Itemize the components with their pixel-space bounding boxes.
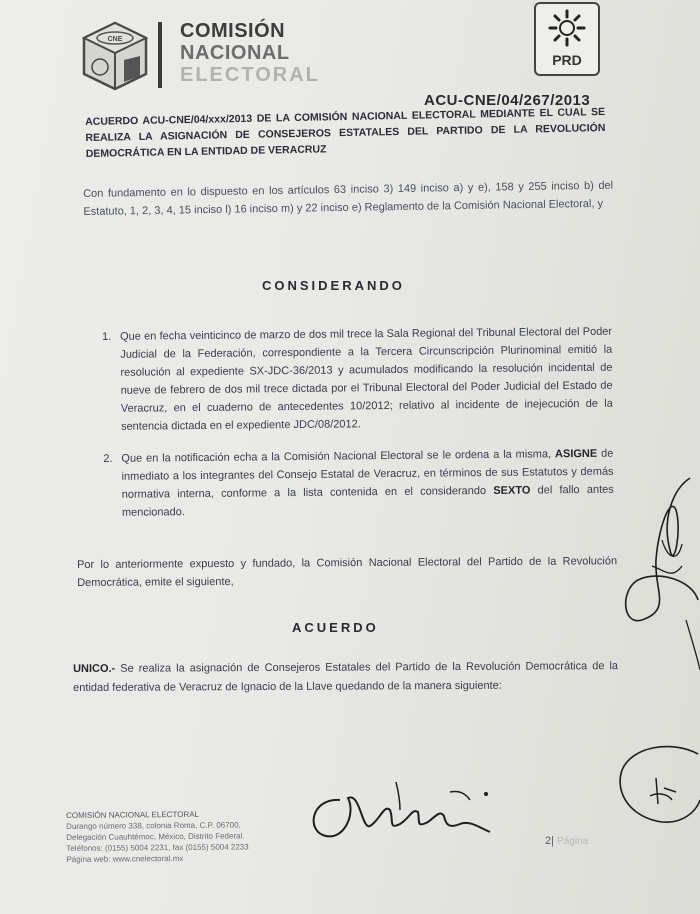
emphasis-asigne: ASIGNE (554, 447, 598, 461)
signature-initials (612, 740, 700, 830)
unico-label: UNICO.- (73, 662, 116, 675)
footer-web: Página web: www.cnelectoral.mx (66, 853, 184, 864)
org-name-line1: COMISIÓN (180, 20, 286, 42)
footer-phones: Teléfonos: (0155) 5004 2231, fax (0155) 5004 2233 (66, 842, 249, 853)
cne-logo (80, 20, 150, 92)
org-name-line3: ELECTORAL (180, 64, 320, 86)
conclusion-paragraph: Por lo anteriormente expuesto y fundado, la Comisión Nacional Electoral del Partido de la Revolución Democrática, emite el siguiente, (77, 555, 618, 589)
document-title: ACUERDO ACU-CNE/04/xxx/2013 DE LA COMISIÓN NACIONAL ELECTORAL MEDIANTE EL CUAL SE REALIZA LA ASIGNACIÓN DE CONSEJEROS ESTATALES DEL PARTIDO DE LA REVOLUCIÓN DEMOCRÁTICA EN LA ENTIDAD DE VERACRUZ (85, 106, 606, 160)
unico-text: Se realiza la asignación de Consejeros Estatales del Partido de la Revolución Democrática de la entidad federativa de Veracruz de Ignacio de la Llave quedando de la manera siguiente: (73, 660, 619, 694)
list-item (103, 445, 614, 522)
list-item (102, 323, 613, 436)
emphasis-sexto: SEXTO (493, 484, 531, 497)
acuerdo-heading: ACUERDO (292, 620, 379, 635)
list-item-number: 1. (102, 330, 112, 343)
list-item-text-part: del fallo antes mencionado. (121, 483, 614, 519)
logo-divider (158, 22, 162, 88)
org-name (180, 20, 320, 86)
page-number-value: 2 (545, 835, 552, 847)
considerando-list (102, 323, 614, 522)
list-item-text (121, 445, 614, 522)
list-item-text-part: Que en la notificación echa a la Comisión Nacional Electoral se le ordena a la misma, (121, 448, 556, 465)
page-number: 2| Página (545, 835, 589, 847)
signature-margin (612, 470, 700, 670)
org-name-line2: NACIONAL (180, 42, 290, 64)
prd-logo-text: PRD (552, 52, 582, 68)
legal-basis: Con fundamento en lo dispuesto en los artículos 63 inciso 3) 149 inciso a) y e), 158 y 255 inciso b) del Estatuto, 1, 2, 3, 4, 15 inciso l) 16 inciso m) y 22 inciso e) Reglamento de la Comisión Nacional Electoral, y (83, 179, 614, 218)
footer-address1: Durango número 338, colonia Roma, C.P. 06700, (66, 820, 241, 831)
list-item-text-part: de inmediato a los integrantes del Consejo Estatal de Veracruz, en términos de sus Estatutos y demás normativa interna, conforme a la lista contenida en el considerando (121, 447, 614, 501)
sun-icon (545, 8, 589, 52)
page-word: Página (557, 836, 589, 847)
signature-main (300, 770, 510, 850)
prd-logo (534, 2, 600, 76)
list-item-text: Que en fecha veinticinco de marzo de dos mil trece la Sala Regional del Tribunal Electoral del Poder Judicial de la Federación, correspondiente a la Tercera Circunscripción Plurinominal emitió la resolución al expediente SX-JDC-36/2013 y acumulados modificando la resolución incidental de nueve de febrero de dos mil trece dictada por el Tribunal Electoral del Poder Judicial del Estado de Veracruz, en el cuaderno de antecedentes 10/2012; relativo al incidente de inejecución de la sentencia dictada en el expediente JDC/08/2012. (120, 325, 613, 433)
unico-paragraph (73, 657, 618, 698)
footer-address2: Delegación Cuauhtémoc, México, Distrito Federal. (66, 831, 245, 842)
cne-logo-text: CNE (107, 36, 123, 43)
considerando-heading: CONSIDERANDO (262, 278, 405, 293)
list-item-number: 2. (103, 452, 113, 465)
agreement-reference: ACU-CNE/04/267/2013 (424, 92, 591, 109)
footer-org: COMISIÓN NACIONAL ELECTORAL (66, 809, 200, 820)
footer-contact (66, 808, 326, 865)
